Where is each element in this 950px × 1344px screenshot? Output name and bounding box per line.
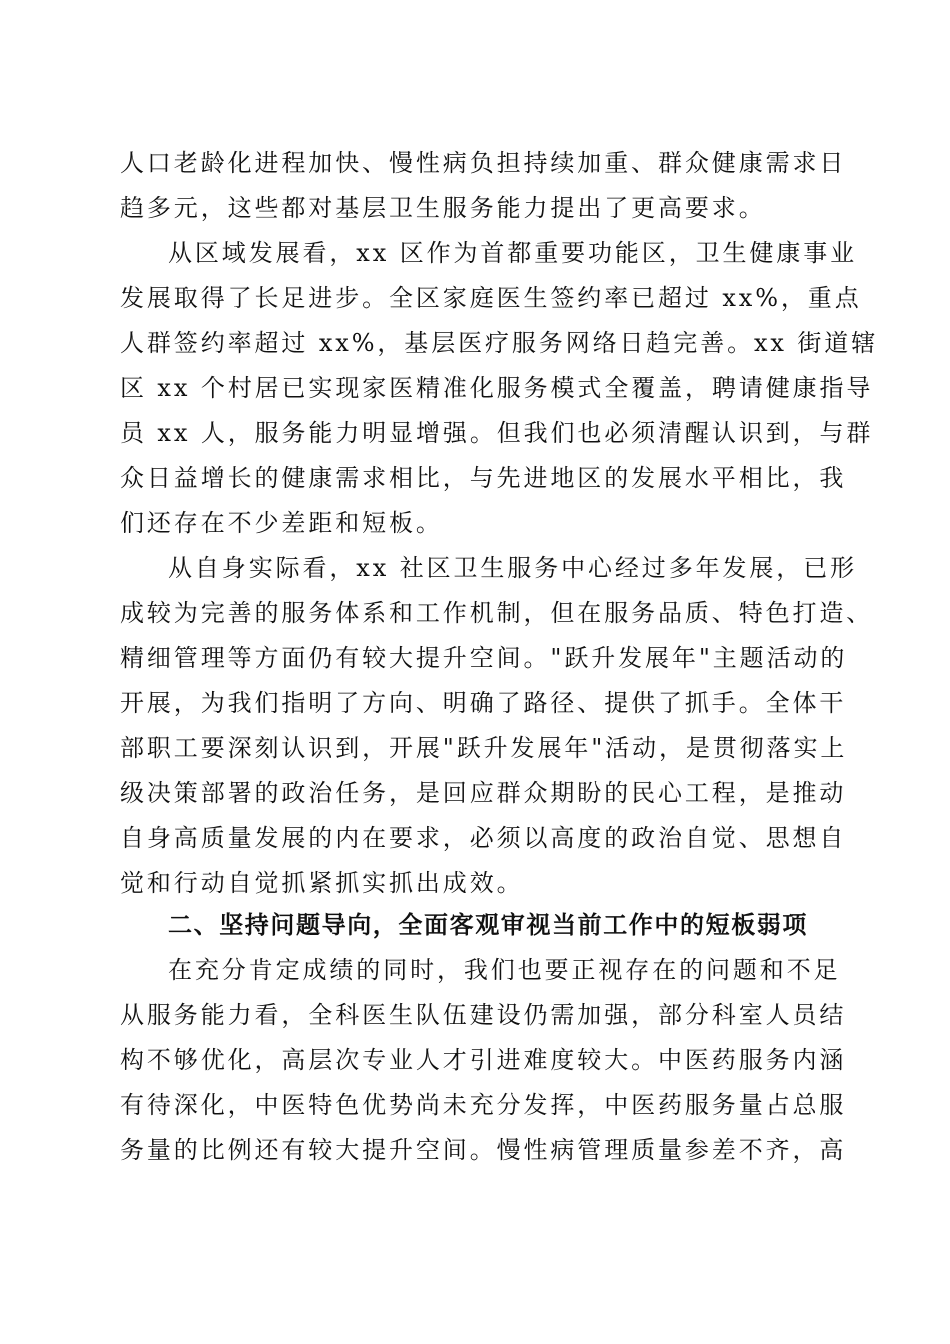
body-text-line: 人口老龄化进程加快、慢性病负担持续加重、群众健康需求日 bbox=[120, 149, 847, 177]
body-text-line: 人群签约率超过 xx%，基层医疗服务网络日趋完善。xx 街道辖 bbox=[120, 329, 879, 357]
paragraph-first-line: 在充分肯定成绩的同时，我们也要正视存在的问题和不足 bbox=[168, 956, 841, 984]
body-text-line: 级决策部署的政治任务，是回应群众期盼的民心工程，是推动 bbox=[120, 779, 847, 807]
body-text-line: 构不够优化，高层次专业人才引进难度较大。中医药服务内涵 bbox=[120, 1046, 847, 1074]
body-text-line: 成较为完善的服务体系和工作机制，但在服务品质、特色打造、 bbox=[120, 599, 874, 627]
body-text-line: 众日益增长的健康需求相比，与先进地区的发展水平相比，我 bbox=[120, 464, 847, 492]
body-text-line: 开展，为我们指明了方向、明确了路径、提供了抓手。全体干 bbox=[120, 689, 847, 717]
body-text-line: 从服务能力看，全科医生队伍建设仍需加强，部分科室人员结 bbox=[120, 1001, 847, 1029]
body-text-line: 区 xx 个村居已实现家医精准化服务模式全覆盖，聘请健康指导 bbox=[120, 374, 874, 402]
body-text-line: 们还存在不少差距和短板。 bbox=[120, 509, 443, 537]
body-text-line: 务量的比例还有较大提升空间。慢性病管理质量参差不齐，高 bbox=[120, 1136, 847, 1164]
body-text-line: 趋多元，这些都对基层卫生服务能力提出了更高要求。 bbox=[120, 194, 766, 222]
paragraph-first-line: 从区域发展看，xx 区作为首都重要功能区，卫生健康事业 bbox=[168, 239, 857, 267]
body-text-line: 员 xx 人，服务能力明显增强。但我们也必须清醒认识到，与群 bbox=[120, 419, 874, 447]
body-text-line: 发展取得了长足进步。全区家庭医生签约率已超过 xx%，重点 bbox=[120, 284, 862, 312]
paragraph-first-line: 从自身实际看，xx 社区卫生服务中心经过多年发展，已形 bbox=[168, 554, 857, 582]
body-text-line: 觉和行动自觉抓紧抓实抓出成效。 bbox=[120, 869, 524, 897]
body-text-line: 有待深化，中医特色优势尚未充分发挥，中医药服务量占总服 bbox=[120, 1091, 847, 1119]
body-text-line: 部职工要深刻认识到，开展"跃升发展年"活动，是贯彻落实上 bbox=[120, 734, 848, 762]
body-text-line: 精细管理等方面仍有较大提升空间。"跃升发展年"主题活动的 bbox=[120, 644, 848, 672]
body-text-line: 自身高质量发展的内在要求，必须以高度的政治自觉、思想自 bbox=[120, 824, 847, 852]
section-heading: 二、坚持问题导向，全面客观审视当前工作中的短板弱项 bbox=[168, 911, 808, 939]
